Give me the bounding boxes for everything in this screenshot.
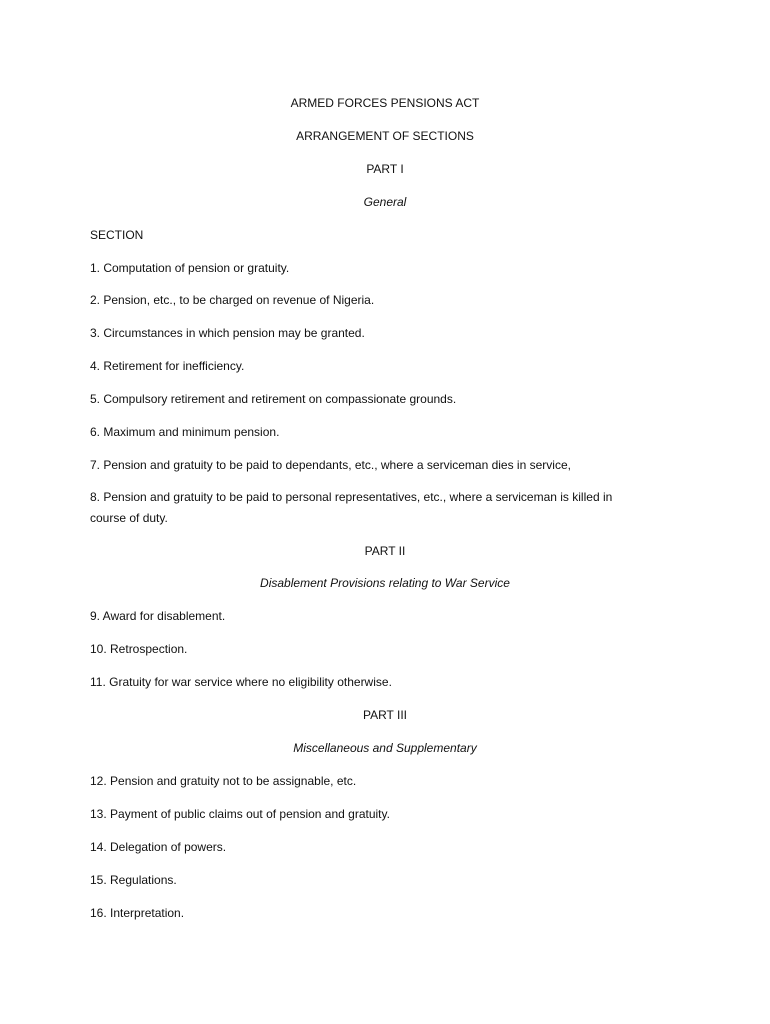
part-2-label: PART II <box>364 544 406 558</box>
document-subtitle: ARRANGEMENT OF SECTIONS <box>296 129 474 143</box>
list-item: 5. Compulsory retirement and retirement on compassionate grounds. <box>90 392 457 406</box>
part-3-heading: Miscellaneous and Supplementary <box>293 741 477 755</box>
list-item: 7. Pension and gratuity to be paid to dependants, etc., where a serviceman dies in service, <box>90 458 571 472</box>
list-item: 16. Interpretation. <box>90 906 185 920</box>
part-1-label: PART I <box>366 162 404 176</box>
list-item: 1. Computation of pension or gratuity. <box>90 261 290 275</box>
list-item: 6. Maximum and minimum pension. <box>90 425 280 439</box>
list-item: 9. Award for disablement. <box>90 609 226 623</box>
list-item: 14. Delegation of powers. <box>90 840 227 854</box>
list-item: 15. Regulations. <box>90 873 177 887</box>
list-item: 4. Retirement for inefficiency. <box>90 359 245 373</box>
part-3-label: PART III <box>362 708 407 722</box>
part-1-heading: General <box>363 195 407 209</box>
list-item: 8. Pension and gratuity to be paid to personal representatives, etc., where a serviceman is killed in course of duty. <box>90 490 613 525</box>
part-2-heading: Disablement Provisions relating to War Service <box>260 576 510 590</box>
list-item: 11. Gratuity for war service where no eligibility otherwise. <box>90 675 392 689</box>
list-item: 10. Retrospection. <box>90 642 188 656</box>
document-title: ARMED FORCES PENSIONS ACT <box>290 96 480 110</box>
list-item: 2. Pension, etc., to be charged on revenue of Nigeria. <box>90 293 375 307</box>
section-heading: SECTION <box>90 228 144 242</box>
list-item: 3. Circumstances in which pension may be granted. <box>90 326 365 340</box>
list-item: 12. Pension and gratuity not to be assignable, etc. <box>90 774 357 788</box>
list-item: 13. Payment of public claims out of pension and gratuity. <box>90 807 390 821</box>
